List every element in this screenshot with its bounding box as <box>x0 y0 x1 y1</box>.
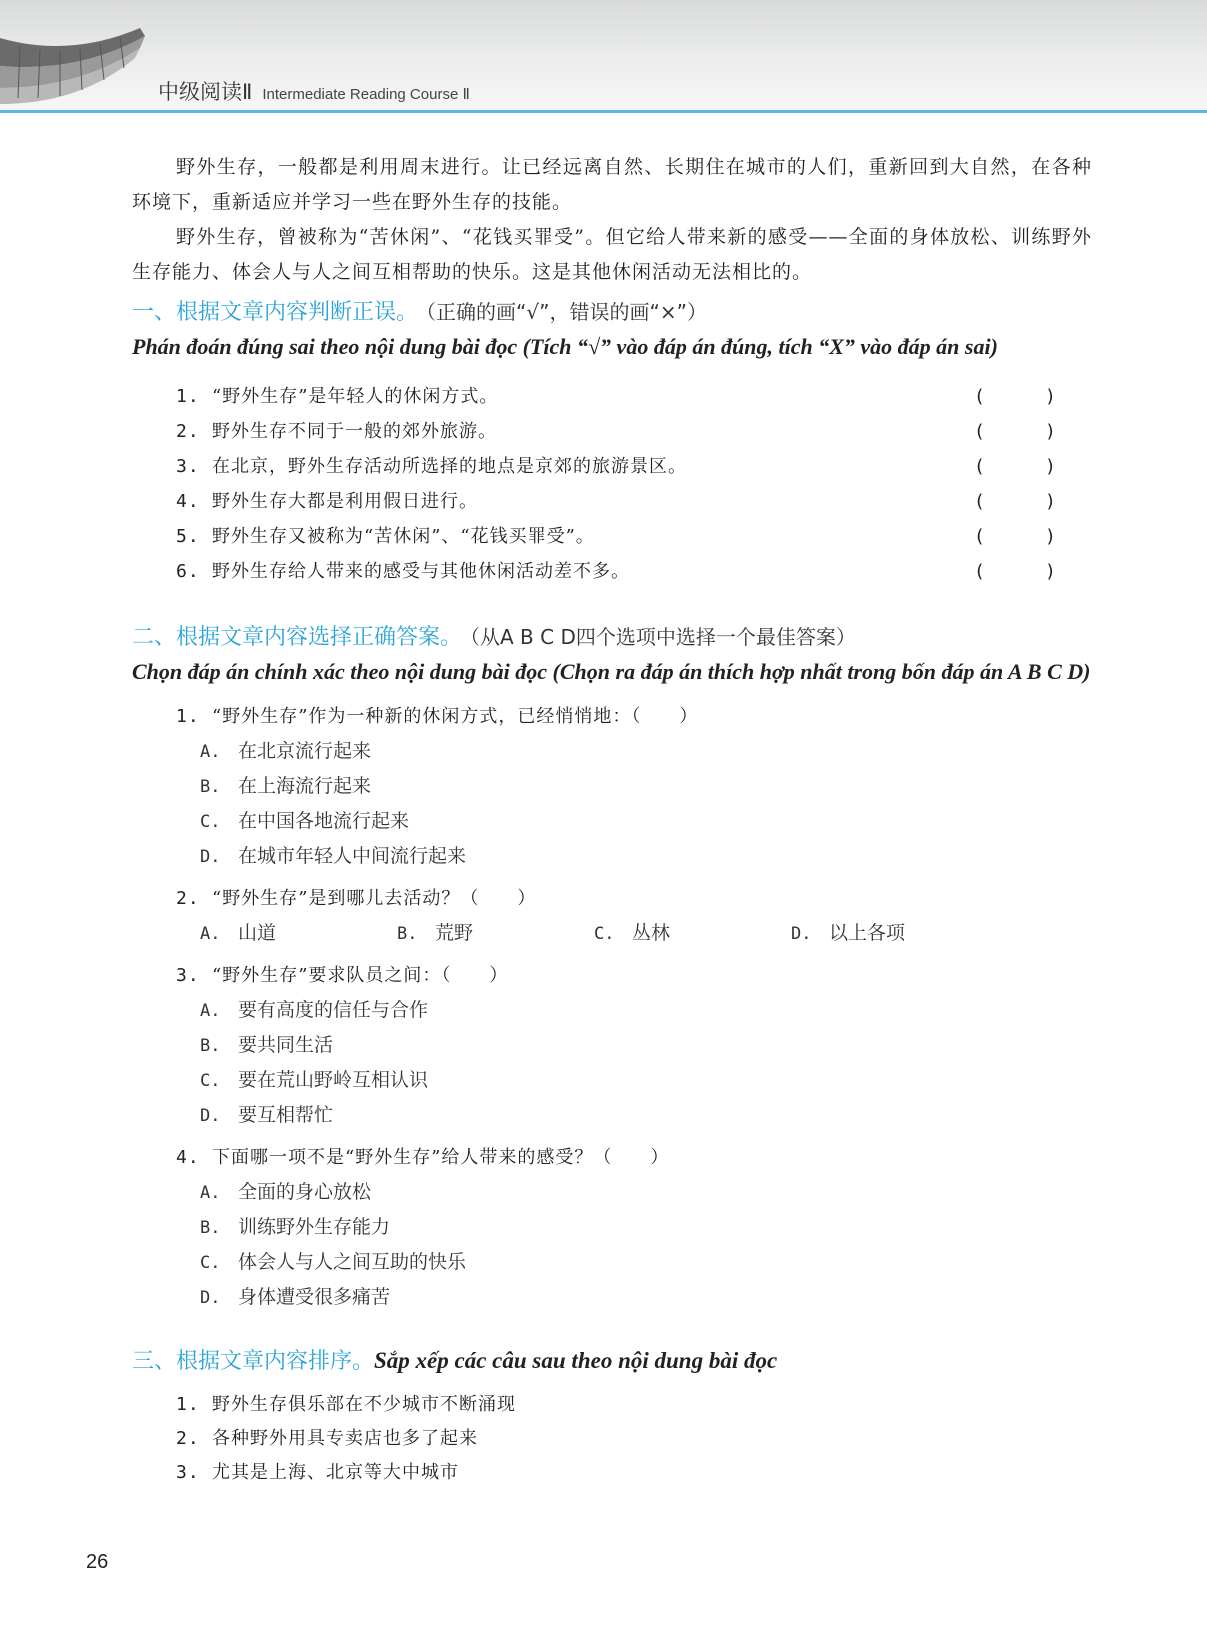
option-label: B. <box>397 924 418 944</box>
tf-item <box>176 449 1072 484</box>
question-2 <box>132 882 1092 951</box>
tf-item <box>176 519 1072 554</box>
section1-hint: （正确的画“√”，错误的画“×”） <box>426 300 707 324</box>
option-row <box>200 916 1092 951</box>
item-text: 各种野外用具专卖店也多了起来 <box>212 1428 478 1449</box>
section3-heading: 三、根据文章内容排序。 <box>132 1349 375 1374</box>
answer-blank[interactable]: ( ) <box>974 386 1057 407</box>
section2-heading: 二、根据文章内容选择正确答案。 <box>132 625 463 650</box>
option[interactable] <box>200 1063 1092 1098</box>
header-title <box>158 76 470 106</box>
option-text: 身体遭受很多痛苦 <box>238 1286 391 1308</box>
item-text: 野外生存又被称为“苦休闲”、“花钱买罪受”。 <box>212 526 595 547</box>
question-number: 4. <box>176 1147 200 1168</box>
option-label: B. <box>200 1218 221 1238</box>
true-false-list <box>176 379 1072 589</box>
option-text: 要互相帮忙 <box>238 1104 334 1126</box>
item-number: 1. <box>176 1394 200 1415</box>
question-number: 1. <box>176 706 200 727</box>
option[interactable] <box>200 734 1092 769</box>
option-text: 荒野 <box>435 922 474 944</box>
section3-vi: Sắp xếp các câu sau theo nội dung bài đọc <box>374 1348 778 1373</box>
option-text: 体会人与人之间互助的快乐 <box>238 1251 467 1273</box>
option-text: 在中国各地流行起来 <box>238 810 410 832</box>
item-text: 在北京，野外生存活动所选择的地点是京郊的旅游景区。 <box>212 456 687 477</box>
option-label: B. <box>200 1036 221 1056</box>
section2-title <box>132 621 1092 654</box>
tf-item <box>176 379 1072 414</box>
option[interactable] <box>200 993 1092 1028</box>
item-text: 野外生存不同于一般的郊外旅游。 <box>212 421 497 442</box>
option-label: D. <box>200 847 221 867</box>
option-text: 要共同生活 <box>238 1034 334 1056</box>
question-stem <box>176 959 1092 993</box>
order-item <box>176 1456 1092 1490</box>
question-stem <box>176 1141 1092 1175</box>
option[interactable] <box>200 804 1092 839</box>
item-number: 6. <box>176 561 200 582</box>
tf-item <box>176 484 1072 519</box>
option-label: C. <box>200 1253 221 1273</box>
item-number: 2. <box>176 1428 200 1449</box>
page-content <box>132 150 1092 1490</box>
option-label: A. <box>200 924 221 944</box>
option[interactable] <box>594 916 791 951</box>
option-text: 要有高度的信任与合作 <box>238 999 429 1021</box>
option-text: 训练野外生存能力 <box>238 1216 391 1238</box>
option[interactable] <box>200 1098 1092 1133</box>
option-text: 在城市年轻人中间流行起来 <box>238 845 467 867</box>
question-text: 下面哪一项不是“野外生存”给人带来的感受？（ ） <box>212 1147 670 1168</box>
question-text: “野外生存”作为一种新的休闲方式，已经悄悄地：（ ） <box>212 706 699 727</box>
option-text: 丛林 <box>632 922 671 944</box>
question-text: “野外生存”要求队员之间：（ ） <box>212 965 509 986</box>
section1-vi: Phán đoán đúng sai theo nội dung bài đọc (Tích “√” vào đáp án đúng, tích “X” vào đáp án sai) <box>132 334 998 359</box>
option-text: 要在荒山野岭互相认识 <box>238 1069 429 1091</box>
section2-hint: （从A B C D四个选项中选择一个最佳答案） <box>470 625 856 649</box>
order-item <box>176 1422 1092 1456</box>
tf-item <box>176 414 1072 449</box>
option[interactable] <box>200 1028 1092 1063</box>
answer-blank[interactable]: ( ) <box>974 561 1057 582</box>
option[interactable] <box>200 1280 1092 1315</box>
item-number: 1. <box>176 386 200 407</box>
option[interactable] <box>200 1175 1092 1210</box>
answer-blank[interactable]: ( ) <box>974 491 1057 512</box>
answer-blank[interactable]: ( ) <box>974 456 1057 477</box>
option[interactable] <box>200 839 1092 874</box>
page-number: 26 <box>86 1551 109 1573</box>
item-number: 4. <box>176 491 200 512</box>
item-number: 2. <box>176 421 200 442</box>
option-label: A. <box>200 742 221 762</box>
option-label: D. <box>200 1288 221 1308</box>
question-stem <box>176 700 1092 734</box>
section3-title <box>132 1345 1092 1378</box>
option[interactable] <box>397 916 594 951</box>
option[interactable] <box>200 1210 1092 1245</box>
order-item <box>176 1388 1092 1422</box>
tf-item <box>176 554 1072 589</box>
option-text: 在上海流行起来 <box>238 775 372 797</box>
option[interactable] <box>791 916 988 951</box>
item-text: 野外生存大都是利用假日进行。 <box>212 491 478 512</box>
question-number: 2. <box>176 888 200 909</box>
answer-blank[interactable]: ( ) <box>974 526 1057 547</box>
option[interactable] <box>200 769 1092 804</box>
item-number: 5. <box>176 526 200 547</box>
option-label: D. <box>791 924 812 944</box>
option-label: A. <box>200 1001 221 1021</box>
option-label: C. <box>594 924 615 944</box>
option-text: 在北京流行起来 <box>238 740 372 762</box>
option-label: C. <box>200 812 221 832</box>
temple-roof-icon <box>0 18 150 108</box>
section1-heading: 一、根据文章内容判断正误。 <box>132 300 419 325</box>
question-1 <box>132 700 1092 874</box>
intro-paragraph-2: 野外生存，曾被称为“苦休闲”、“花钱买罪受”。但它给人带来新的感受——全面的身体放松、训练野外生存能力、体会人与人之间互相帮助的快乐。这是其他休闲活动无法相比的。 <box>132 226 1092 283</box>
option[interactable] <box>200 916 397 951</box>
header-title-en: Intermediate Reading Course Ⅱ <box>262 86 470 103</box>
question-4 <box>132 1141 1092 1315</box>
section2-vi: Chọn đáp án chính xác theo nội dung bài đọc (Chọn ra đáp án thích hợp nhất trong bốn đáp án A B C D) <box>132 659 1091 684</box>
header-divider <box>0 110 1207 113</box>
option-text: 山道 <box>238 922 277 944</box>
item-number: 3. <box>176 456 200 477</box>
item-text: 尤其是上海、北京等大中城市 <box>212 1462 459 1483</box>
question-text: “野外生存”是到哪儿去活动？（ ） <box>212 888 537 909</box>
question-stem <box>176 882 1092 916</box>
header-title-cn: 中级阅读Ⅱ <box>158 80 253 104</box>
question-3 <box>132 959 1092 1133</box>
option-label: D. <box>200 1106 221 1126</box>
section1-title <box>132 296 1092 329</box>
item-text: 野外生存俱乐部在不少城市不断涌现 <box>212 1394 516 1415</box>
option-text: 以上各项 <box>829 922 906 944</box>
option-label: A. <box>200 1183 221 1203</box>
ordering-list <box>132 1388 1092 1490</box>
item-text: “野外生存”是年轻人的休闲方式。 <box>212 386 499 407</box>
option-label: C. <box>200 1071 221 1091</box>
question-number: 3. <box>176 965 200 986</box>
page-header <box>0 0 1207 112</box>
option-text: 全面的身心放松 <box>238 1181 372 1203</box>
item-text: 野外生存给人带来的感受与其他休闲活动差不多。 <box>212 561 630 582</box>
item-number: 3. <box>176 1462 200 1483</box>
answer-blank[interactable]: ( ) <box>974 421 1057 442</box>
option[interactable] <box>200 1245 1092 1280</box>
option-label: B. <box>200 777 221 797</box>
intro-paragraph-1: 野外生存，一般都是利用周末进行。让已经远离自然、长期住在城市的人们，重新回到大自然，在各种环境下，重新适应并学习一些在野外生存的技能。 <box>132 156 1092 213</box>
